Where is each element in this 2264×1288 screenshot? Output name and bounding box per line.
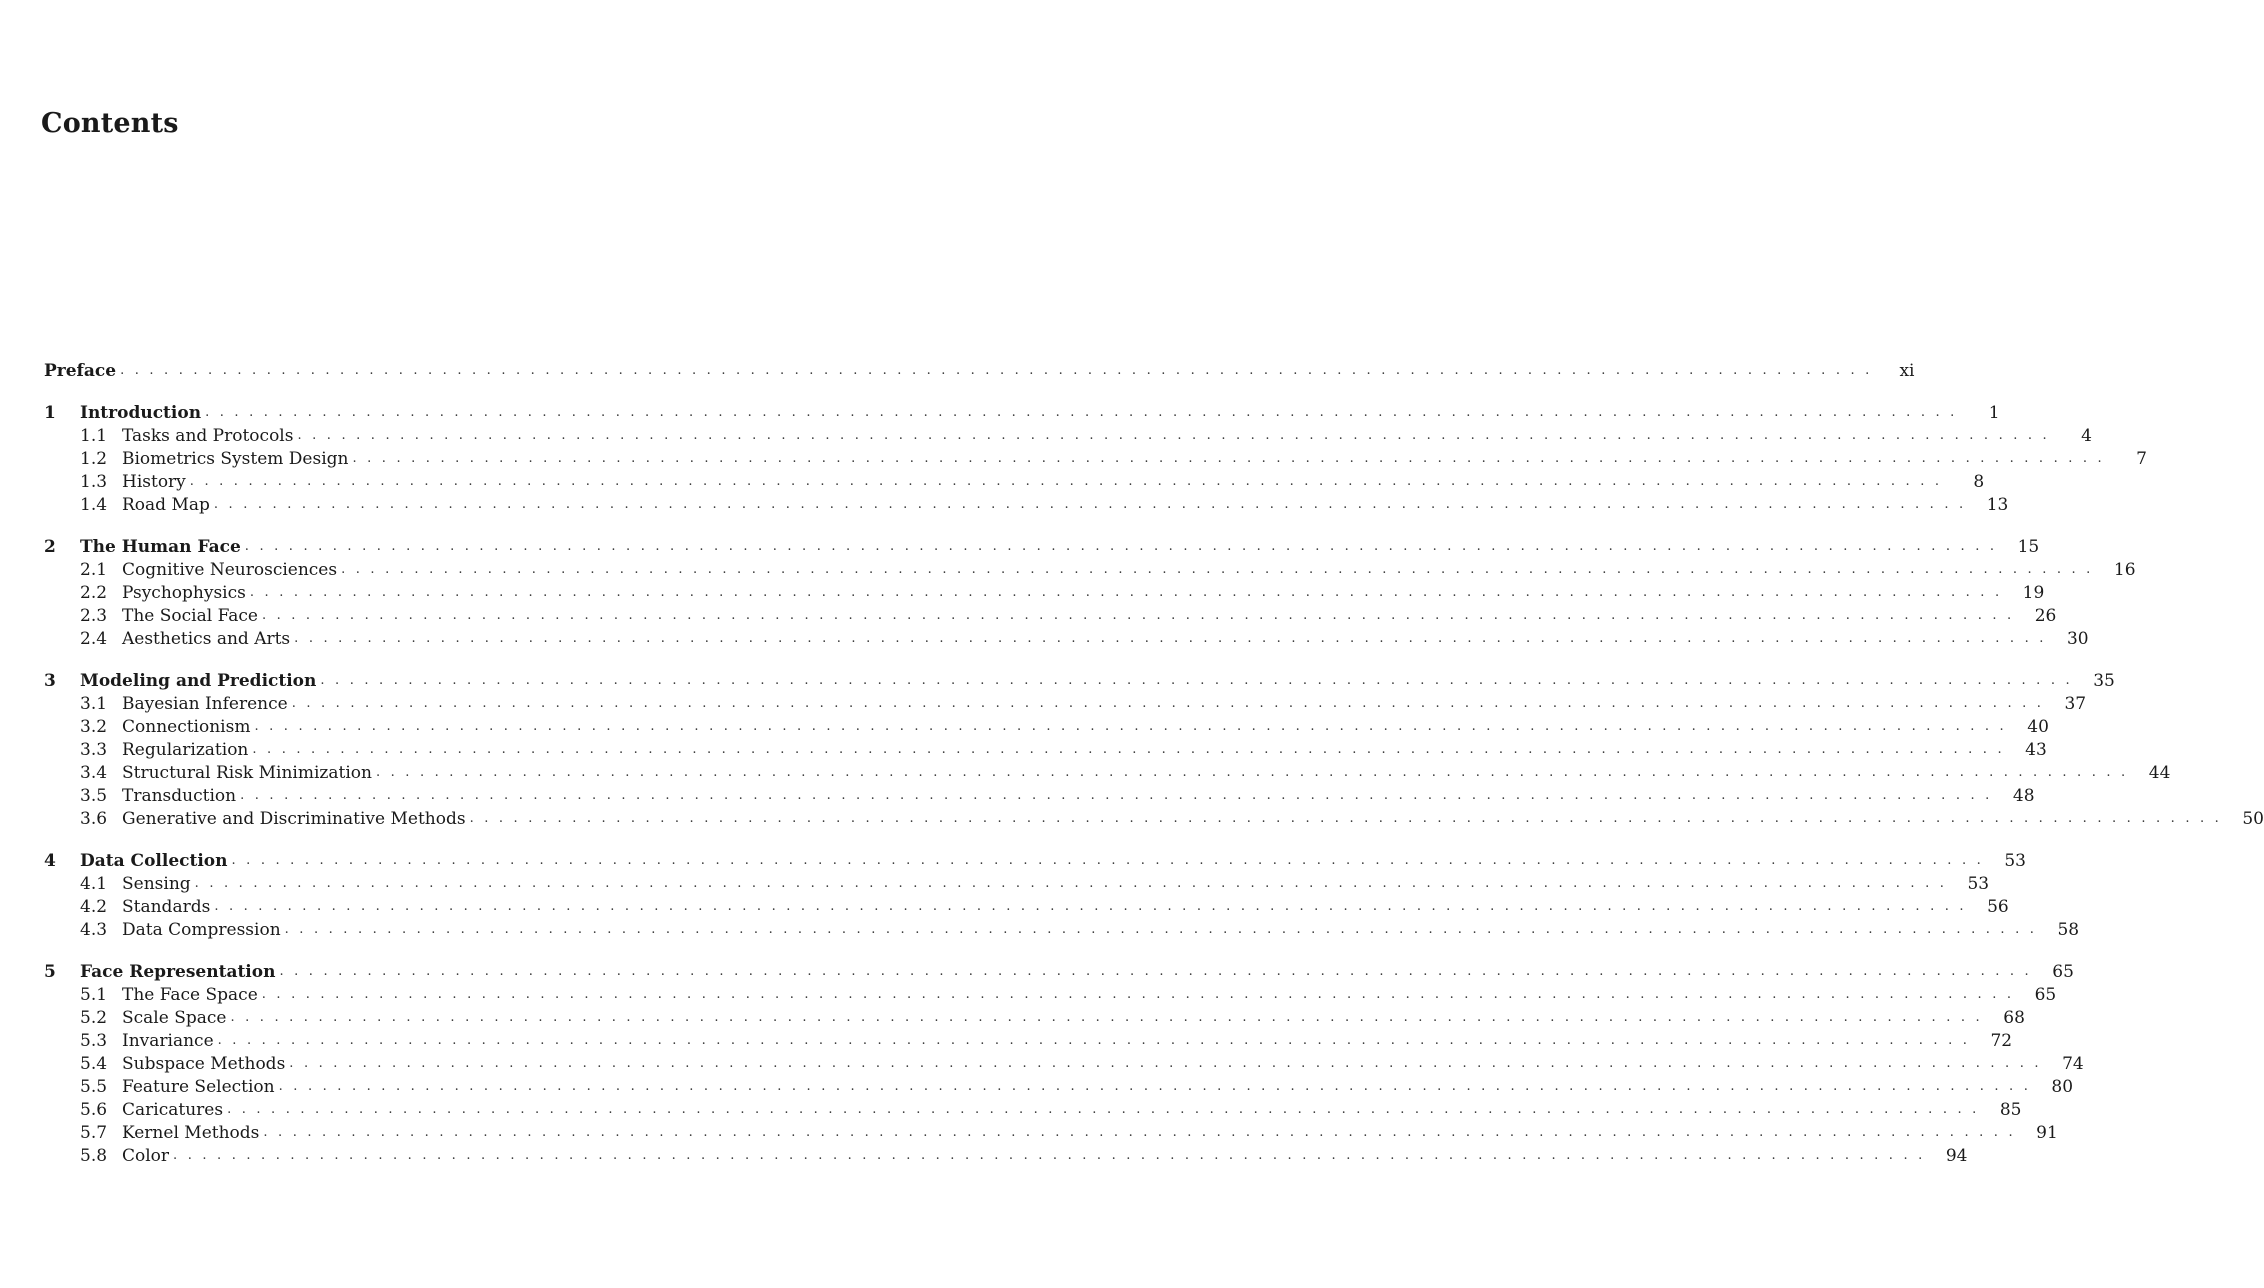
entry-number: 3.4 <box>80 763 108 783</box>
entry-title: Face Representation <box>80 962 276 982</box>
entry-page-number: 91 <box>2036 1123 2058 1143</box>
toc-section-entry <box>44 691 2087 714</box>
dot-leader: . . . . . . . . . . . . . . . . . . . . . . . . . . . . . . . . . . . . . . . . . . . . . . . . . . . . . . . . . . . . . . . . . . . . . . . . . . . . . . . . . . . . . . . . . . . . . . . . . . . . . . . . . . . . . . . . . . . . . . . . <box>278 1079 2032 1094</box>
entry-number: 5.1 <box>80 985 108 1005</box>
entry-title: The Human Face <box>80 537 241 557</box>
entry-title: Generative and Discriminative Methods <box>122 809 466 829</box>
entry-number: 4 <box>44 851 56 871</box>
entry-title: Bayesian Inference <box>122 694 288 714</box>
dot-leader: . . . . . . . . . . . . . . . . . . . . . . . . . . . . . . . . . . . . . . . . . . . . . . . . . . . . . . . . . . . . . . . . . . . . . . . . . . . . . . . . . . . . . . . . . . . . . . . . . . . . . . . . . . . . . . . . . . . . . . . . <box>249 585 2003 600</box>
entry-page-number: 53 <box>1967 874 1990 894</box>
dot-leader: . . . . . . . . . . . . . . . . . . . . . . . . . . . . . . . . . . . . . . . . . . . . . . . . . . . . . . . . . . . . . . . . . . . . . . . . . . . . . . . . . . . . . . . . . . . . . . . . . . . . . . . . . . . . . . . . . . . . . . . . <box>294 631 2047 646</box>
entry-number: 5.4 <box>80 1054 108 1074</box>
entry-title: Color <box>122 1146 170 1166</box>
entry-number: 3 <box>44 671 56 691</box>
toc-section-entry <box>44 1074 2074 1097</box>
entry-title: Scale Space <box>122 1008 227 1028</box>
toc-section-entry <box>44 603 2057 626</box>
entry-number: 1.4 <box>80 495 108 515</box>
entry-number: 4.1 <box>80 874 108 894</box>
dot-leader: . . . . . . . . . . . . . . . . . . . . . . . . . . . . . . . . . . . . . . . . . . . . . . . . . . . . . . . . . . . . . . . . . . . . . . . . . . . . . . . . . . . . . . . . . . . . . . . . . . . . . . . . . . . . . . . . . . . . . . . . <box>291 696 2045 711</box>
entry-title: Cognitive Neurosciences <box>122 560 338 580</box>
dot-leader: . . . . . . . . . . . . . . . . . . . . . . . . . . . . . . . . . . . . . . . . . . . . . . . . . . . . . . . . . . . . . . . . . . . . . . . . . . . . . . . . . . . . . . . . . . . . . . . . . . . . . . . . . . . . . . . . . . . . . . . . <box>230 1010 1983 1025</box>
entry-title: History <box>122 472 186 492</box>
entry-number: 5 <box>44 962 56 982</box>
toc-section-entry <box>44 469 1985 492</box>
entry-page-number: 1 <box>1988 403 2000 423</box>
toc-section-entry <box>44 492 2009 515</box>
entry-number: 5.2 <box>80 1008 108 1028</box>
entry-page-number: 50 <box>2242 809 2264 829</box>
toc-section-entry <box>44 446 2147 469</box>
dot-leader: . . . . . . . . . . . . . . . . . . . . . . . . . . . . . . . . . . . . . . . . . . . . . . . . . . . . . . . . . . . . . . . . . . . . . . . . . . . . . . . . . . . . . . . . . . . . . . . . . . . . . . . . . . . . . . . . . . . . . . . . <box>205 405 1958 420</box>
entry-number: 4.2 <box>80 897 108 917</box>
entry-number: 2.1 <box>80 560 108 580</box>
entry-title: Introduction <box>80 403 202 423</box>
toc-section-entry <box>44 871 1990 894</box>
toc-section-entry <box>44 1005 2025 1028</box>
dot-leader: . . . . . . . . . . . . . . . . . . . . . . . . . . . . . . . . . . . . . . . . . . . . . . . . . . . . . . . . . . . . . . . . . . . . . . . . . . . . . . . . . . . . . . . . . . . . . . . . . . . . . . . . . . . . . . . . . . . . . . . . <box>254 719 2007 734</box>
toc-section-entry <box>44 982 2057 1005</box>
entry-number: 1.2 <box>80 449 108 469</box>
dot-leader: . . . . . . . . . . . . . . . . . . . . . . . . . . . . . . . . . . . . . . . . . . . . . . . . . . . . . . . . . . . . . . . . . . . . . . . . . . . . . . . . . . . . . . . . . . . . . . . . . . . . . . . . . . . . . . . . . . . . . . . . <box>173 1148 1926 1163</box>
toc-section-entry <box>44 1143 1968 1166</box>
toc-section-entry <box>44 423 2092 446</box>
entry-title: Subspace Methods <box>122 1054 286 1074</box>
entry-page-number: 19 <box>2022 583 2045 603</box>
entry-page-number: 68 <box>2003 1008 2025 1028</box>
entry-page-number: 94 <box>1945 1146 1968 1166</box>
entry-number: 3.2 <box>80 717 108 737</box>
entry-page-number: 65 <box>2034 985 2057 1005</box>
entry-title: Connectionism <box>122 717 251 737</box>
toc-chapter-entry <box>44 848 2026 871</box>
entry-page-number: 15 <box>2017 537 2040 557</box>
dot-leader: . . . . . . . . . . . . . . . . . . . . . . . . . . . . . . . . . . . . . . . . . . . . . . . . . . . . . . . . . . . . . . . . . . . . . . . . . . . . . . . . . . . . . . . . . . . . . . . . . . . . . . . . . . . . . . . . . . . . . . . . <box>189 474 1943 489</box>
dot-leader: . . . . . . . . . . . . . . . . . . . . . . . . . . . . . . . . . . . . . . . . . . . . . . . . . . . . . . . . . . . . . . . . . . . . . . . . . . . . . . . . . . . . . . . . . . . . . . . . . . . . . . . . . . . . . . . . . . . . . . . . <box>469 811 2222 826</box>
entry-number: 1 <box>44 403 56 423</box>
entry-title: Psychophysics <box>122 583 246 603</box>
entry-title: Road Map <box>122 495 210 515</box>
entry-title: The Face Space <box>122 985 258 1005</box>
entry-title: Sensing <box>122 874 191 894</box>
entry-number: 1.3 <box>80 472 108 492</box>
entry-page-number: 8 <box>1973 472 1985 492</box>
entry-page-number: 48 <box>2012 786 2035 806</box>
entry-title: Preface <box>44 361 117 381</box>
toc-section-entry <box>44 737 2047 760</box>
entry-title: Data Compression <box>122 920 281 940</box>
entry-page-number: 72 <box>1990 1031 2013 1051</box>
entry-page-number: 7 <box>2136 449 2147 469</box>
entry-number: 2.4 <box>80 629 108 649</box>
entry-title: The Social Face <box>122 606 258 626</box>
toc-section-entry <box>44 917 2080 940</box>
toc-section-entry <box>44 626 2089 649</box>
entry-page-number: 43 <box>2025 740 2047 760</box>
entry-number: 3.5 <box>80 786 108 806</box>
entry-page-number: 40 <box>2027 717 2049 737</box>
toc-chapter-entry <box>44 668 2115 691</box>
dot-leader: . . . . . . . . . . . . . . . . . . . . . . . . . . . . . . . . . . . . . . . . . . . . . . . . . . . . . . . . . . . . . . . . . . . . . . . . . . . . . . . . . . . . . . . . . . . . . . . . . . . . . . . . . . . . . . . . . . . . . . . . <box>375 765 2129 780</box>
entry-number: 5.5 <box>80 1077 108 1097</box>
dot-leader: . . . . . . . . . . . . . . . . . . . . . . . . . . . . . . . . . . . . . . . . . . . . . . . . . . . . . . . . . . . . . . . . . . . . . . . . . . . . . . . . . . . . . . . . . . . . . . . . . . . . . . . . . . . . . . . . . . . . . . . . <box>244 539 1998 554</box>
toc-section-entry <box>44 714 2049 737</box>
entry-title: Transduction <box>122 786 237 806</box>
entry-number: 3.6 <box>80 809 108 829</box>
dot-leader: . . . . . . . . . . . . . . . . . . . . . . . . . . . . . . . . . . . . . . . . . . . . . . . . . . . . . . . . . . . . . . . . . . . . . . . . . . . . . . . . . . . . . . . . . . . . . . . . . . . . . . . . . . . . . . . . . . . . . . . . <box>341 562 2094 577</box>
toc-section-entry <box>44 1120 2058 1143</box>
dot-leader: . . . . . . . . . . . . . . . . . . . . . . . . . . . . . . . . . . . . . . . . . . . . . . . . . . . . . . . . . . . . . . . . . . . . . . . . . . . . . . . . . . . . . . . . . . . . . . . . . . . . . . . . . . . . . . . . . . . . . . . . <box>252 742 2005 757</box>
toc-chapter-entry <box>44 358 1915 381</box>
entry-title: Invariance <box>122 1031 214 1051</box>
toc-section-entry <box>44 580 2045 603</box>
toc-section-entry <box>44 760 2171 783</box>
entry-page-number: 80 <box>2051 1077 2074 1097</box>
entry-title: Feature Selection <box>122 1077 275 1097</box>
entry-page-number: 56 <box>1987 897 2009 917</box>
dot-leader: . . . . . . . . . . . . . . . . . . . . . . . . . . . . . . . . . . . . . . . . . . . . . . . . . . . . . . . . . . . . . . . . . . . . . . . . . . . . . . . . . . . . . . . . . . . . . . . . . . . . . . . . . . . . . . . . . . . . . . . . <box>217 1033 1971 1048</box>
dot-leader: . . . . . . . . . . . . . . . . . . . . . . . . . . . . . . . . . . . . . . . . . . . . . . . . . . . . . . . . . . . . . . . . . . . . . . . . . . . . . . . . . . . . . . . . . . . . . . . . . . . . . . . . . . . . . . . . . . . . . . . . <box>320 673 2073 688</box>
dot-leader: . . . . . . . . . . . . . . . . . . . . . . . . . . . . . . . . . . . . . . . . . . . . . . . . . . . . . . . . . . . . . . . . . . . . . . . . . . . . . . . . . . . . . . . . . . . . . . . . . . . . . . . . . . . . . . . . . . . . . . . . <box>120 363 1873 378</box>
entry-page-number: xi <box>1899 361 1915 381</box>
toc-section-entry <box>44 557 2136 580</box>
dot-leader: . . . . . . . . . . . . . . . . . . . . . . . . . . . . . . . . . . . . . . . . . . . . . . . . . . . . . . . . . . . . . . . . . . . . . . . . . . . . . . . . . . . . . . . . . . . . . . . . . . . . . . . . . . . . . . . . . . . . . . . . <box>261 987 2015 1002</box>
entry-page-number: 13 <box>1986 495 2009 515</box>
entry-title: Regularization <box>122 740 249 760</box>
entry-number: 5.3 <box>80 1031 108 1051</box>
entry-page-number: 74 <box>2062 1054 2084 1074</box>
table-of-contents <box>44 358 2264 1166</box>
page-title: Contents <box>41 108 179 139</box>
entry-number: 2.3 <box>80 606 108 626</box>
entry-number: 1.1 <box>80 426 108 446</box>
entry-title: Structural Risk Minimization <box>122 763 372 783</box>
toc-section-entry <box>44 1028 2013 1051</box>
entry-title: Biometrics System Design <box>122 449 349 469</box>
dot-leader: . . . . . . . . . . . . . . . . . . . . . . . . . . . . . . . . . . . . . . . . . . . . . . . . . . . . . . . . . . . . . . . . . . . . . . . . . . . . . . . . . . . . . . . . . . . . . . . . . . . . . . . . . . . . . . . . . . . . . . . . <box>352 451 2105 466</box>
toc-chapter-entry <box>44 400 2000 423</box>
toc-section-entry <box>44 1051 2084 1074</box>
dot-leader: . . . . . . . . . . . . . . . . . . . . . . . . . . . . . . . . . . . . . . . . . . . . . . . . . . . . . . . . . . . . . . . . . . . . . . . . . . . . . . . . . . . . . . . . . . . . . . . . . . . . . . . . . . . . . . . . . . . . . . . . <box>263 1125 2016 1140</box>
dot-leader: . . . . . . . . . . . . . . . . . . . . . . . . . . . . . . . . . . . . . . . . . . . . . . . . . . . . . . . . . . . . . . . . . . . . . . . . . . . . . . . . . . . . . . . . . . . . . . . . . . . . . . . . . . . . . . . . . . . . . . . . <box>194 876 1948 891</box>
entry-number: 2.2 <box>80 583 108 603</box>
entry-page-number: 37 <box>2064 694 2087 714</box>
toc-section-entry <box>44 894 2009 917</box>
dot-leader: . . . . . . . . . . . . . . . . . . . . . . . . . . . . . . . . . . . . . . . . . . . . . . . . . . . . . . . . . . . . . . . . . . . . . . . . . . . . . . . . . . . . . . . . . . . . . . . . . . . . . . . . . . . . . . . . . . . . . . . . <box>240 788 1993 803</box>
dot-leader: . . . . . . . . . . . . . . . . . . . . . . . . . . . . . . . . . . . . . . . . . . . . . . . . . . . . . . . . . . . . . . . . . . . . . . . . . . . . . . . . . . . . . . . . . . . . . . . . . . . . . . . . . . . . . . . . . . . . . . . . <box>289 1056 2042 1071</box>
entry-number: 5.6 <box>80 1100 108 1120</box>
entry-number: 5.8 <box>80 1146 108 1166</box>
entry-page-number: 30 <box>2066 629 2089 649</box>
toc-section-entry <box>44 806 2264 829</box>
dot-leader: . . . . . . . . . . . . . . . . . . . . . . . . . . . . . . . . . . . . . . . . . . . . . . . . . . . . . . . . . . . . . . . . . . . . . . . . . . . . . . . . . . . . . . . . . . . . . . . . . . . . . . . . . . . . . . . . . . . . . . . . <box>297 428 2050 443</box>
entry-number: 3.3 <box>80 740 108 760</box>
entry-page-number: 85 <box>1999 1100 2022 1120</box>
entry-page-number: 58 <box>2057 920 2080 940</box>
entry-title: Kernel Methods <box>122 1123 260 1143</box>
entry-number: 3.1 <box>80 694 108 714</box>
entry-number: 4.3 <box>80 920 108 940</box>
toc-section-entry <box>44 783 2035 806</box>
toc-section-entry <box>44 1097 2022 1120</box>
entry-title: Aesthetics and Arts <box>122 629 291 649</box>
toc-chapter-entry <box>44 534 2040 557</box>
entry-page-number: 65 <box>2052 962 2074 982</box>
entry-page-number: 16 <box>2113 560 2136 580</box>
dot-leader: . . . . . . . . . . . . . . . . . . . . . . . . . . . . . . . . . . . . . . . . . . . . . . . . . . . . . . . . . . . . . . . . . . . . . . . . . . . . . . . . . . . . . . . . . . . . . . . . . . . . . . . . . . . . . . . . . . . . . . . . <box>231 853 1984 868</box>
dot-leader: . . . . . . . . . . . . . . . . . . . . . . . . . . . . . . . . . . . . . . . . . . . . . . . . . . . . . . . . . . . . . . . . . . . . . . . . . . . . . . . . . . . . . . . . . . . . . . . . . . . . . . . . . . . . . . . . . . . . . . . . <box>279 964 2032 979</box>
entry-page-number: 44 <box>2148 763 2171 783</box>
entry-page-number: 35 <box>2093 671 2115 691</box>
entry-number: 2 <box>44 537 56 557</box>
entry-title: Standards <box>122 897 211 917</box>
dot-leader: . . . . . . . . . . . . . . . . . . . . . . . . . . . . . . . . . . . . . . . . . . . . . . . . . . . . . . . . . . . . . . . . . . . . . . . . . . . . . . . . . . . . . . . . . . . . . . . . . . . . . . . . . . . . . . . . . . . . . . . . <box>213 497 1967 512</box>
dot-leader: . . . . . . . . . . . . . . . . . . . . . . . . . . . . . . . . . . . . . . . . . . . . . . . . . . . . . . . . . . . . . . . . . . . . . . . . . . . . . . . . . . . . . . . . . . . . . . . . . . . . . . . . . . . . . . . . . . . . . . . . <box>214 899 1967 914</box>
entry-title: Tasks and Protocols <box>122 426 294 446</box>
entry-page-number: 4 <box>2081 426 2092 446</box>
dot-leader: . . . . . . . . . . . . . . . . . . . . . . . . . . . . . . . . . . . . . . . . . . . . . . . . . . . . . . . . . . . . . . . . . . . . . . . . . . . . . . . . . . . . . . . . . . . . . . . . . . . . . . . . . . . . . . . . . . . . . . . . <box>227 1102 1980 1117</box>
toc-chapter-entry <box>44 959 2074 982</box>
entry-title: Caricatures <box>122 1100 224 1120</box>
entry-page-number: 53 <box>2004 851 2026 871</box>
entry-title: Modeling and Prediction <box>80 671 317 691</box>
entry-title: Data Collection <box>80 851 228 871</box>
entry-page-number: 26 <box>2034 606 2057 626</box>
dot-leader: . . . . . . . . . . . . . . . . . . . . . . . . . . . . . . . . . . . . . . . . . . . . . . . . . . . . . . . . . . . . . . . . . . . . . . . . . . . . . . . . . . . . . . . . . . . . . . . . . . . . . . . . . . . . . . . . . . . . . . . . <box>284 922 2038 937</box>
dot-leader: . . . . . . . . . . . . . . . . . . . . . . . . . . . . . . . . . . . . . . . . . . . . . . . . . . . . . . . . . . . . . . . . . . . . . . . . . . . . . . . . . . . . . . . . . . . . . . . . . . . . . . . . . . . . . . . . . . . . . . . . <box>261 608 2015 623</box>
entry-number: 5.7 <box>80 1123 108 1143</box>
